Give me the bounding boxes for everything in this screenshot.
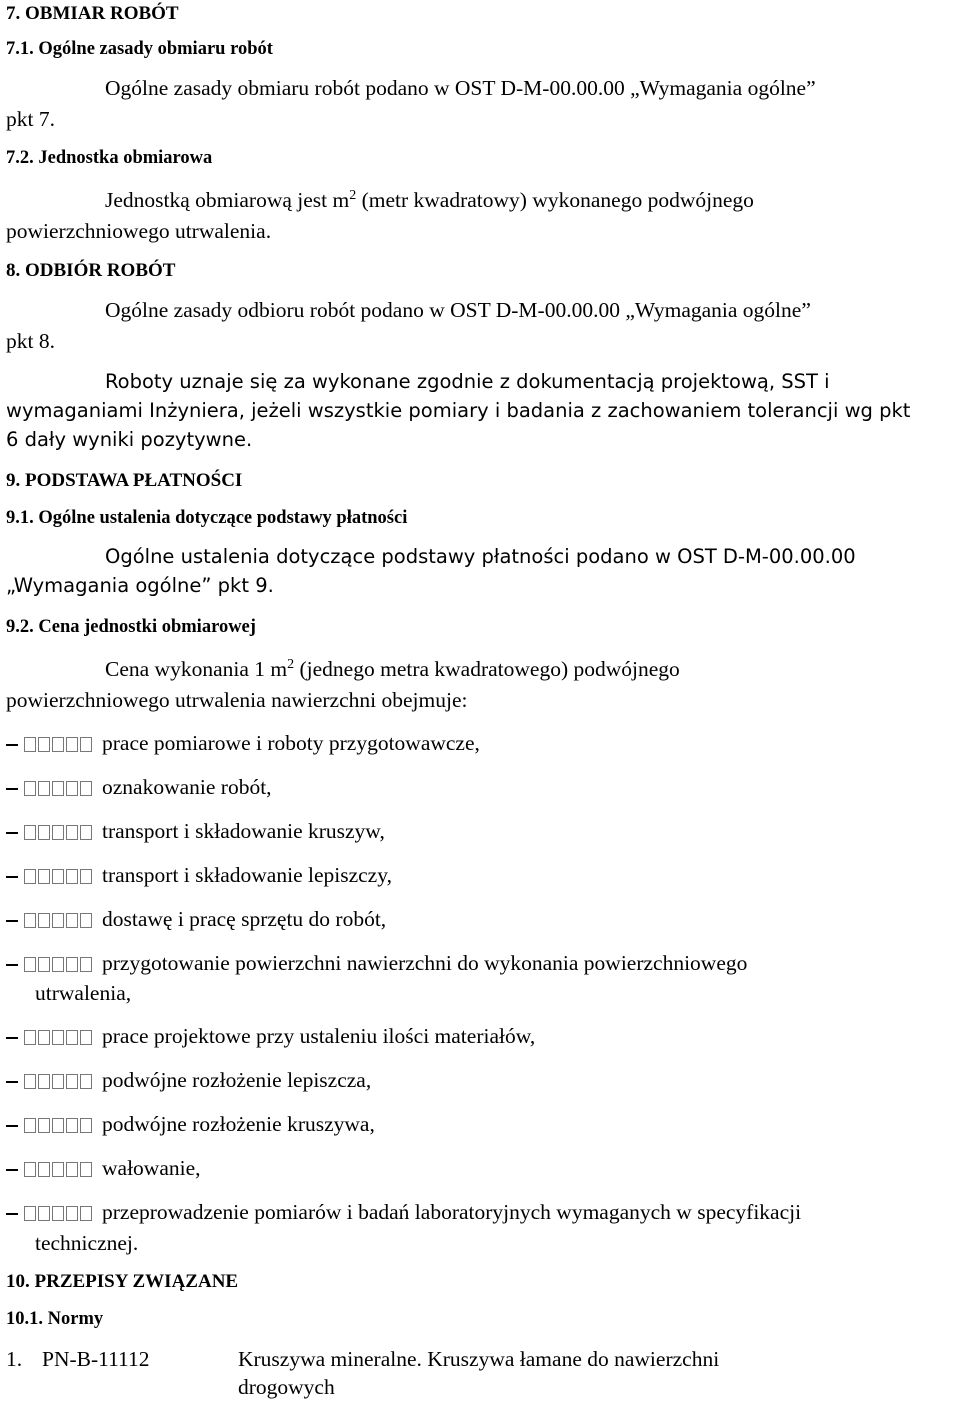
list-item: przygotowanie powierzchni nawierzchni do wykonania powierzchniowego <box>102 951 748 975</box>
list-bullet-marker <box>6 1202 94 1224</box>
section-7-2-heading: 7.2. Jednostka obmiarowa <box>6 148 213 168</box>
norm-code: PN-B-11112 <box>42 1347 150 1371</box>
list-bullet-marker <box>6 777 94 799</box>
list-bullet-marker <box>6 821 94 843</box>
text-part: Jednostką obmiarową jest m <box>105 188 350 212</box>
list-item: wałowanie, <box>102 1156 201 1180</box>
section-8-heading: 8. ODBIÓR ROBÓT <box>6 260 176 281</box>
norm-description-line1: Kruszywa mineralne. Kruszywa łamane do nawierzchni <box>238 1347 720 1371</box>
section-8-text-line1: Ogólne zasady odbioru robót podano w OST D-M-00.00.00 „Wymagania ogólne” <box>105 298 811 322</box>
list-item: transport i składowanie lepiszczy, <box>102 863 392 887</box>
section-8-paragraph-line1: Roboty uznaje się za wykonane zgodnie z dokumentacją projektową, SST i <box>105 370 830 393</box>
list-item: przeprowadzenie pomiarów i badań laboratoryjnych wymaganych w specyfikacji <box>102 1200 802 1224</box>
list-item: dostawę i pracę sprzętu do robót, <box>102 907 387 931</box>
section-9-1-text-line2: „Wymagania ogólne” pkt 9. <box>6 574 274 597</box>
norm-description-line2: drogowych <box>238 1375 335 1399</box>
list-bullet-marker <box>6 1070 94 1092</box>
list-bullet-marker <box>6 909 94 931</box>
superscript: 2 <box>349 187 357 203</box>
list-item-continuation: utrwalenia, <box>35 981 132 1005</box>
list-bullet-marker <box>6 1114 94 1136</box>
list-item: transport i składowanie kruszyw, <box>102 819 385 843</box>
list-item: oznakowanie robót, <box>102 775 272 799</box>
section-9-2-text-line2: powierzchniowego utrwalenia nawierzchni obejmuje: <box>6 688 468 712</box>
section-10-1-heading: 10.1. Normy <box>6 1309 104 1329</box>
list-bullet-marker <box>6 1158 94 1180</box>
list-item-continuation: technicznej. <box>35 1231 139 1255</box>
section-9-heading: 9. PODSTAWA PŁATNOŚCI <box>6 470 243 491</box>
section-7-2-text-line2: powierzchniowego utrwalenia. <box>6 219 272 243</box>
list-item: podwójne rozłożenie lepiszcza, <box>102 1068 372 1092</box>
section-7-1-text-line2: pkt 7. <box>6 107 55 131</box>
section-9-1-text-line1: Ogólne ustalenia dotyczące podstawy płatności podano w OST D-M-00.00.00 <box>105 545 856 568</box>
section-8-paragraph-line3: 6 dały wyniki pozytywne. <box>6 428 253 451</box>
list-item: prace pomiarowe i roboty przygotowawcze, <box>102 731 480 755</box>
section-9-2-text-line1 <box>105 656 680 681</box>
text-part: Cena wykonania 1 m <box>105 657 288 681</box>
norm-number: 1. <box>6 1347 23 1371</box>
list-item: prace projektowe przy ustaleniu ilości materiałów, <box>102 1024 536 1048</box>
section-8-text-line2: pkt 8. <box>6 329 55 353</box>
section-7-2-text-line1 <box>105 187 754 212</box>
section-10-heading: 10. PRZEPISY ZWIĄZANE <box>6 1271 239 1292</box>
list-bullet-marker <box>6 953 94 975</box>
section-9-1-heading: 9.1. Ogólne ustalenia dotyczące podstawy płatności <box>6 508 408 528</box>
section-7-1-text-line1: Ogólne zasady obmiaru robót podano w OST D-M-00.00.00 „Wymagania ogólne” <box>105 76 816 100</box>
list-bullet-marker <box>6 733 94 755</box>
text-part: (metr kwadratowy) wykonanego podwójnego <box>356 188 754 212</box>
text-part: (jednego metra kwadratowego) podwójnego <box>294 657 680 681</box>
list-bullet-marker <box>6 865 94 887</box>
list-bullet-marker <box>6 1026 94 1048</box>
section-8-paragraph-line2: wymaganiami Inżyniera, jeżeli wszystkie pomiary i badania z zachowaniem tolerancji wg pkt <box>6 399 911 422</box>
section-7-1-heading: 7.1. Ogólne zasady obmiaru robót <box>6 39 273 59</box>
list-item: podwójne rozłożenie kruszywa, <box>102 1112 375 1136</box>
section-9-2-heading: 9.2. Cena jednostki obmiarowej <box>6 617 256 637</box>
section-7-heading: 7. OBMIAR ROBÓT <box>6 3 179 24</box>
superscript: 2 <box>287 656 295 672</box>
